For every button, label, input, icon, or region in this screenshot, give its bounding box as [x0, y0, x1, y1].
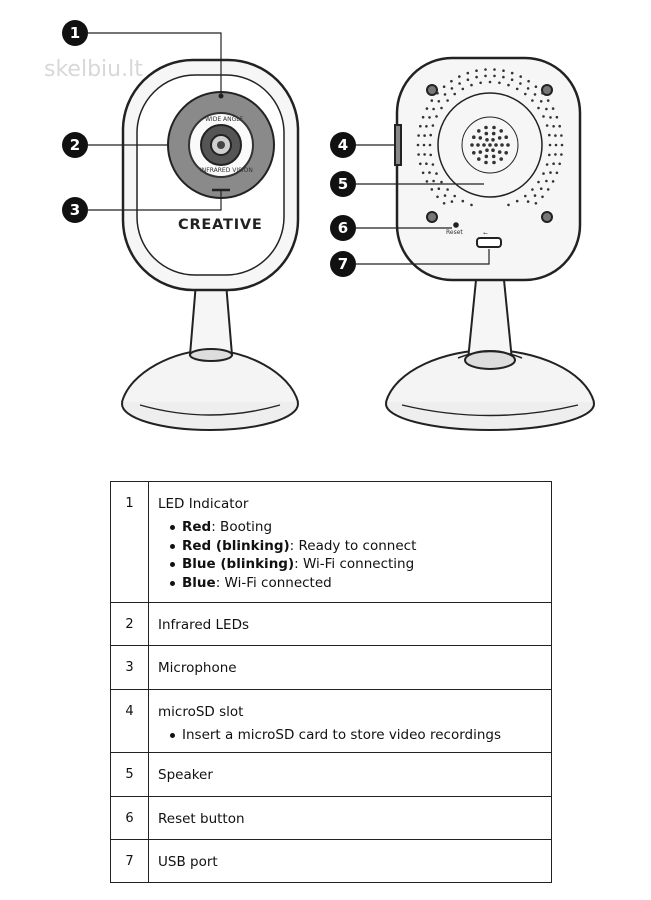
callout-badge-3 [62, 197, 88, 223]
perforation-dot [537, 181, 540, 184]
speaker-hole [485, 138, 489, 142]
perforation-dot [431, 188, 434, 191]
perforation-dot [554, 134, 557, 137]
perforation-dot [542, 172, 545, 175]
list-item: Red (blinking): Ready to connect [182, 537, 551, 556]
speaker-hole [477, 157, 481, 161]
perforation-dot [546, 124, 549, 127]
perforation-dot [493, 68, 496, 71]
perforation-dot [516, 200, 519, 203]
perforation-dot [432, 124, 435, 127]
microsd-slot [395, 125, 401, 165]
perforation-dot [558, 125, 561, 128]
perforation-dot [458, 82, 461, 85]
perforation-dot [443, 85, 446, 88]
row-number: 6 [111, 797, 149, 840]
perforation-dot [446, 99, 449, 102]
speaker-hole [492, 161, 496, 165]
row-title: microSD slot [158, 704, 244, 720]
svg-text:4: 4 [337, 136, 349, 154]
perforation-dot [417, 134, 420, 137]
perforation-dot [428, 116, 431, 119]
speaker-hole [479, 136, 483, 140]
lens-ring-print-bottom: INFRARED VISION [200, 167, 253, 174]
row-description [149, 482, 552, 603]
callout-badge-5 [330, 171, 356, 197]
perforation-dot [531, 188, 534, 191]
perforation-dot [432, 163, 435, 166]
perforation-dot [462, 88, 465, 91]
perforation-dot [561, 144, 564, 147]
row-number: 2 [111, 603, 149, 646]
perforation-dot [489, 81, 492, 84]
list-item: Red: Booting [182, 518, 551, 537]
usb-port [477, 238, 501, 247]
table-row [111, 753, 552, 797]
perforation-dot [432, 180, 435, 183]
speaker-hole [494, 143, 498, 147]
speaker-hole [485, 132, 489, 136]
perforation-dot [440, 107, 443, 110]
perforation-dot [554, 153, 557, 156]
perforation-dot [547, 188, 550, 191]
row-number: 1 [111, 482, 149, 603]
row-description: Reset button [149, 797, 552, 840]
row-number: 4 [111, 690, 149, 753]
table-row [111, 797, 552, 840]
perforation-dot [475, 76, 478, 79]
speaker-hole [472, 135, 476, 139]
perforation-dot [534, 93, 537, 96]
perforation-dot [451, 200, 454, 203]
speaker-hole [492, 132, 496, 136]
perforation-dot [432, 108, 435, 111]
perforation-dot [438, 100, 441, 103]
speaker-hole [484, 161, 488, 165]
table-row [111, 482, 552, 603]
perforation-dot [451, 87, 454, 90]
list-item: Insert a microSD card to store video recordings [182, 726, 551, 745]
perforation-dot [552, 162, 555, 165]
perforation-dot [498, 82, 501, 85]
speaker-hole [491, 148, 495, 152]
perforation-dot [443, 202, 446, 205]
perforation-dot [527, 87, 530, 90]
screw-tl [427, 85, 437, 95]
perforation-dot [552, 125, 555, 128]
perforation-dot [507, 84, 510, 87]
speaker-hole [476, 143, 480, 147]
speaker-hole [499, 157, 503, 161]
row-description [149, 690, 552, 753]
speaker-hole [479, 150, 483, 154]
speaker-hole [492, 155, 496, 159]
row-description: USB port [149, 840, 552, 883]
perforation-dot [423, 134, 426, 137]
perforation-dot [548, 134, 551, 137]
callout-badge-7 [330, 251, 356, 277]
speaker-hole [498, 150, 502, 154]
perforation-dot [549, 171, 552, 174]
brand-logo-text: CREATIVE [178, 217, 263, 233]
speaker-hole [504, 135, 508, 139]
perforation-dot [422, 116, 425, 119]
perforation-dot [540, 100, 543, 103]
svg-text:2: 2 [69, 136, 81, 154]
back-camera [386, 58, 594, 430]
perforation-dot [425, 162, 428, 165]
perforation-dot [547, 99, 550, 102]
speaker-hole [492, 126, 496, 130]
svg-text:7: 7 [337, 255, 349, 273]
row-description: Infrared LEDs [149, 603, 552, 646]
perforation-dot [436, 196, 439, 199]
perforation-dot [535, 85, 538, 88]
perforation-dot [440, 181, 443, 184]
speaker-hole [470, 143, 474, 147]
list-item: Blue (blinking): Wi-Fi connecting [182, 555, 551, 574]
svg-text:5: 5 [337, 175, 349, 193]
perforation-dot [429, 154, 432, 157]
front-neck [190, 283, 232, 355]
perforation-dot [423, 144, 426, 147]
perforation-dot [475, 69, 478, 72]
perforation-dot [558, 163, 561, 166]
speaker-hole [485, 148, 489, 152]
perforation-dot [435, 172, 438, 175]
perforation-dot [422, 172, 425, 175]
speaker-hole [491, 138, 495, 142]
perforation-dot [470, 84, 473, 87]
row-number: 3 [111, 646, 149, 690]
callout-badge-6 [330, 215, 356, 241]
perforation-dot [502, 69, 505, 72]
speaker-hole [482, 143, 486, 147]
perforation-dot [425, 125, 428, 128]
perforation-dot [446, 188, 449, 191]
perforation-dot [540, 187, 543, 190]
perforation-dot [417, 153, 420, 156]
speaker-hole [485, 155, 489, 159]
perforation-dot [484, 68, 487, 71]
perforation-dot [426, 107, 429, 110]
perforation-dot [458, 75, 461, 78]
table-row [111, 840, 552, 883]
perforation-dot [423, 153, 426, 156]
lens-ring-print-top: WIDE ANGLE [205, 116, 244, 123]
perforation-dot [549, 144, 552, 147]
row-description: Speaker [149, 753, 552, 797]
back-neck [468, 280, 512, 360]
watermark-text: skelbiu.lt [44, 57, 143, 82]
perforation-dot [524, 93, 527, 96]
callout-badge-2 [62, 132, 88, 158]
perforation-dot [431, 99, 434, 102]
perforation-dot [462, 200, 465, 203]
perforation-dot [534, 194, 537, 197]
speaker-hole [506, 143, 510, 147]
perforation-dot [542, 115, 545, 118]
perforation-dot [484, 75, 487, 78]
perforation-dot [511, 78, 514, 81]
perforation-dot [541, 196, 544, 199]
perforation-dot [453, 93, 456, 96]
perforation-dot [444, 93, 447, 96]
speaker-hole [504, 151, 508, 155]
speaker-hole [498, 136, 502, 140]
perforation-dot [435, 115, 438, 118]
speaker-hole [488, 143, 492, 147]
perforation-dot [519, 75, 522, 78]
perforation-dot [552, 107, 555, 110]
perforation-dot [417, 144, 420, 147]
perforation-dot [502, 76, 505, 79]
list-item: Blue: Wi-Fi connected [182, 574, 551, 593]
perforation-dot [453, 195, 456, 198]
callout-badge-4 [330, 132, 356, 158]
perforation-dot [555, 144, 558, 147]
reset-label: Reset [446, 229, 463, 236]
perforation-dot [531, 99, 534, 102]
speaker-hole [499, 129, 503, 133]
perforation-dot [511, 72, 514, 75]
perforation-dot [426, 180, 429, 183]
svg-text:3: 3 [69, 201, 81, 219]
perforation-dot [560, 134, 563, 137]
row-number: 5 [111, 753, 149, 797]
row-title: LED Indicator [158, 496, 249, 512]
perforation-dot [479, 82, 482, 85]
perforation-dot [535, 202, 538, 205]
perforation-dot [429, 134, 432, 137]
speaker-hole [477, 129, 481, 133]
perforation-dot [560, 153, 563, 156]
perforation-dot [556, 116, 559, 119]
table-row [111, 603, 552, 646]
perforation-dot [467, 72, 470, 75]
perforation-dot [450, 80, 453, 83]
table-row [111, 646, 552, 690]
perforation-dot [545, 108, 548, 111]
perforation-dot [537, 107, 540, 110]
perforation-dot [519, 82, 522, 85]
perforation-dot [438, 187, 441, 190]
perforation-dot [507, 204, 510, 207]
screw-bl [427, 212, 437, 222]
perforation-dot [527, 80, 530, 83]
perforation-dot [524, 195, 527, 198]
perforation-dot [552, 180, 555, 183]
perforation-dot [444, 194, 447, 197]
row-number: 7 [111, 840, 149, 883]
perforation-dot [548, 154, 551, 157]
table-row [111, 690, 552, 753]
perforation-dot [556, 172, 559, 175]
led-status-list [158, 518, 551, 592]
callout-badge-1 [62, 20, 88, 46]
perforation-dot [541, 92, 544, 95]
perforation-dot [470, 204, 473, 207]
perforation-dot [419, 163, 422, 166]
perforation-dot [545, 180, 548, 183]
perforation-dot [549, 116, 552, 119]
perforation-dot [436, 92, 439, 95]
speaker-hole [500, 143, 504, 147]
perforation-dot [527, 200, 530, 203]
svg-text:1: 1 [69, 24, 81, 42]
microsd-note-list [158, 726, 551, 745]
perforation-dot [467, 78, 470, 81]
screw-br [542, 212, 552, 222]
perforation-dot [428, 171, 431, 174]
speaker-hole [472, 151, 476, 155]
perforation-dot [429, 144, 432, 147]
perforation-dot [493, 75, 496, 78]
perforation-dot [419, 125, 422, 128]
perforation-dot [516, 88, 519, 91]
perforation-dot [546, 163, 549, 166]
speaker-hole [484, 126, 488, 130]
svg-text:6: 6 [337, 219, 349, 237]
usb-symbol: ⭠ [483, 230, 488, 237]
reset-hole [454, 223, 458, 227]
component-legend-table [110, 481, 552, 883]
row-description: Microphone [149, 646, 552, 690]
